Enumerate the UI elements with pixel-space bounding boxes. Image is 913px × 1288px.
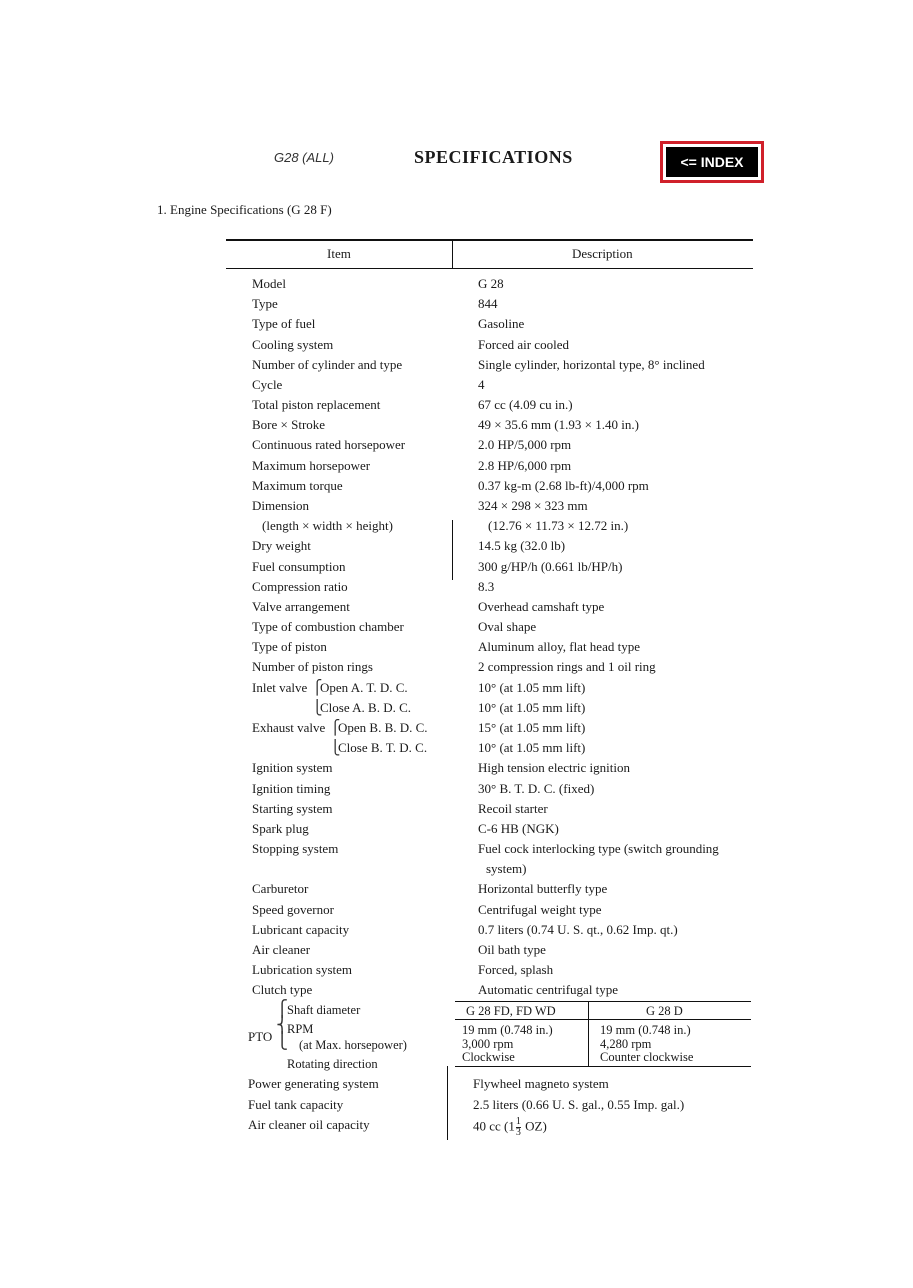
spec-sub-item: Close A. B. D. C. [320,700,412,715]
spec-item: Fuel consumption [252,559,346,574]
column-header-item: Item [327,246,351,261]
spec-description: 15° (at 1.05 mm lift) [478,720,586,735]
model-tag: G28 (ALL) [274,150,334,165]
valve-brace-icon: ⎩ [312,701,323,716]
valve-brace-icon: ⎩ [330,741,341,756]
pto-top-rule [455,1001,751,1002]
row-air-oil-item: Air cleaner oil capacity [248,1117,370,1132]
table-header-rule [226,268,753,269]
spec-description: 0.7 liters (0.74 U. S. qt., 0.62 Imp. qt.) [478,922,678,937]
spec-description: Recoil starter [478,801,548,816]
spec-description: 4 [478,377,485,392]
spec-item: Total piston replacement [252,397,381,412]
valve-brace-icon: ⎧ [330,721,341,736]
row-power-desc: Flywheel magneto system [473,1076,609,1091]
spec-item: Starting system [252,801,333,816]
spec-description: 49 × 35.6 mm (1.93 × 1.40 in.) [478,417,639,432]
pto-sub-shaft: Shaft diameter [287,1003,361,1017]
index-button[interactable] [660,141,764,183]
spec-item: Type of piston [252,639,327,654]
index-button-label: <= INDEX [666,147,758,177]
spec-item: Ignition timing [252,781,331,796]
column-divider-lower [447,1066,448,1140]
pto-bottom-rule [455,1066,751,1067]
spec-item: Spark plug [252,821,309,836]
pto-col-divider [588,1002,589,1066]
spec-item: Stopping system [252,841,339,856]
spec-description: 8.3 [478,579,495,594]
spec-item: Type of combustion chamber [252,619,404,634]
spec-description: Forced, splash [478,962,554,977]
spec-item: Dry weight [252,538,311,553]
spec-description: 0.37 kg-m (2.68 lb-ft)/4,000 rpm [478,478,649,493]
row-power-item: Power generating system [248,1076,379,1091]
pto-b-direction: Counter clockwise [600,1050,694,1064]
spec-description: 300 g/HP/h (0.661 lb/HP/h) [478,559,623,574]
spec-item: Dimension [252,498,310,513]
page-title: SPECIFICATIONS [414,147,573,167]
spec-item: Maximum torque [252,478,343,493]
row-fuel-tank-desc: 2.5 liters (0.66 U. S. gal., 0.55 Imp. gal.) [473,1097,685,1112]
spec-item: Bore × Stroke [252,417,326,432]
spec-description: 10° (at 1.05 mm lift) [478,700,586,715]
pto-a-direction: Clockwise [462,1050,515,1064]
pto-sub-rpm-note: (at Max. horsepower) [299,1038,407,1052]
spec-description: Horizontal butterfly type [478,881,608,896]
spec-item: Cycle [252,377,283,392]
spec-item: Clutch type [252,982,313,997]
pto-sub-rpm: RPM [287,1022,314,1036]
spec-item: Number of cylinder and type [252,357,403,372]
spec-sub-item: Close B. T. D. C. [338,740,428,755]
spec-item: Number of piston rings [252,659,373,674]
spec-item: Continuous rated horsepower [252,437,406,452]
spec-description: 14.5 kg (32.0 lb) [478,538,566,553]
spec-item: Air cleaner [252,942,311,957]
spec-item: Lubrication system [252,962,353,977]
spec-item: (length × width × height) [262,518,393,533]
spec-description: G 28 [478,276,504,291]
spec-item: Valve arrangement [252,599,350,614]
spec-description: 30° B. T. D. C. (fixed) [478,781,595,796]
spec-description: Fuel cock interlocking type (switch grounding [478,841,719,856]
spec-item: Inlet valve [252,680,308,695]
air-oil-desc-main: 40 cc (1 [473,1118,515,1134]
pto-header-rule [455,1019,751,1020]
fraction: $\frac{1}{3}$ [515,1116,521,1138]
spec-description: Centrifugal weight type [478,902,602,917]
spec-description: Overhead camshaft type [478,599,605,614]
spec-item: Carburetor [252,881,309,896]
valve-brace-icon: ⎧ [312,681,323,696]
spec-item: Speed governor [252,902,334,917]
column-divider-body [452,520,453,580]
spec-item: Ignition system [252,760,333,775]
spec-item: Type of fuel [252,316,316,331]
pto-sub-direction: Rotating direction [287,1057,378,1071]
row-fuel-tank-item: Fuel tank capacity [248,1097,344,1112]
spec-description: 2.8 HP/6,000 rpm [478,458,572,473]
spec-description: Gasoline [478,316,525,331]
spec-item: Compression ratio [252,579,348,594]
spec-description: 2 compression rings and 1 oil ring [478,659,656,674]
pto-b-rpm: 4,280 rpm [600,1037,652,1051]
pto-col-b-header: G 28 D [646,1004,683,1018]
spec-sub-item: Open A. T. D. C. [320,680,408,695]
spec-description: 844 [478,296,498,311]
spec-item: Type [252,296,278,311]
pto-a-rpm: 3,000 rpm [462,1037,514,1051]
table-top-rule [226,239,753,241]
spec-description: Oil bath type [478,942,546,957]
row-air-oil-desc [473,1117,547,1138]
spec-description: system) [486,861,527,876]
spec-description: 10° (at 1.05 mm lift) [478,680,586,695]
air-oil-desc-suffix: OZ) [525,1118,547,1134]
spec-description: (12.76 × 11.73 × 12.72 in.) [488,518,629,533]
spec-item: Exhaust valve [252,720,326,735]
spec-sub-item: Open B. B. D. C. [338,720,428,735]
pto-b-shaft: 19 mm (0.748 in.) [600,1023,691,1037]
spec-description: 324 × 298 × 323 mm [478,498,588,513]
spec-description: Aluminum alloy, flat head type [478,639,640,654]
spec-description: 2.0 HP/5,000 rpm [478,437,572,452]
spec-description: Oval shape [478,619,537,634]
pto-brace-icon: ⎧ ⎨ ⎩ [276,1001,288,1050]
section-title: 1. Engine Specifications (G 28 F) [157,202,332,217]
spec-item: Model [252,276,286,291]
spec-description: Forced air cooled [478,337,569,352]
spec-description: Automatic centrifugal type [478,982,619,997]
spec-description: Single cylinder, horizontal type, 8° inclined [478,357,705,372]
column-divider [452,241,453,268]
spec-item: Lubricant capacity [252,922,350,937]
pto-label: PTO [248,1029,273,1044]
spec-description: 10° (at 1.05 mm lift) [478,740,586,755]
pto-col-a-header: G 28 FD, FD WD [466,1004,556,1018]
spec-description: C-6 HB (NGK) [478,821,559,836]
spec-item: Maximum horsepower [252,458,371,473]
column-header-description: Description [572,246,633,261]
spec-description: 67 cc (4.09 cu in.) [478,397,573,412]
spec-item: Cooling system [252,337,334,352]
pto-a-shaft: 19 mm (0.748 in.) [462,1023,553,1037]
spec-description: High tension electric ignition [478,760,630,775]
